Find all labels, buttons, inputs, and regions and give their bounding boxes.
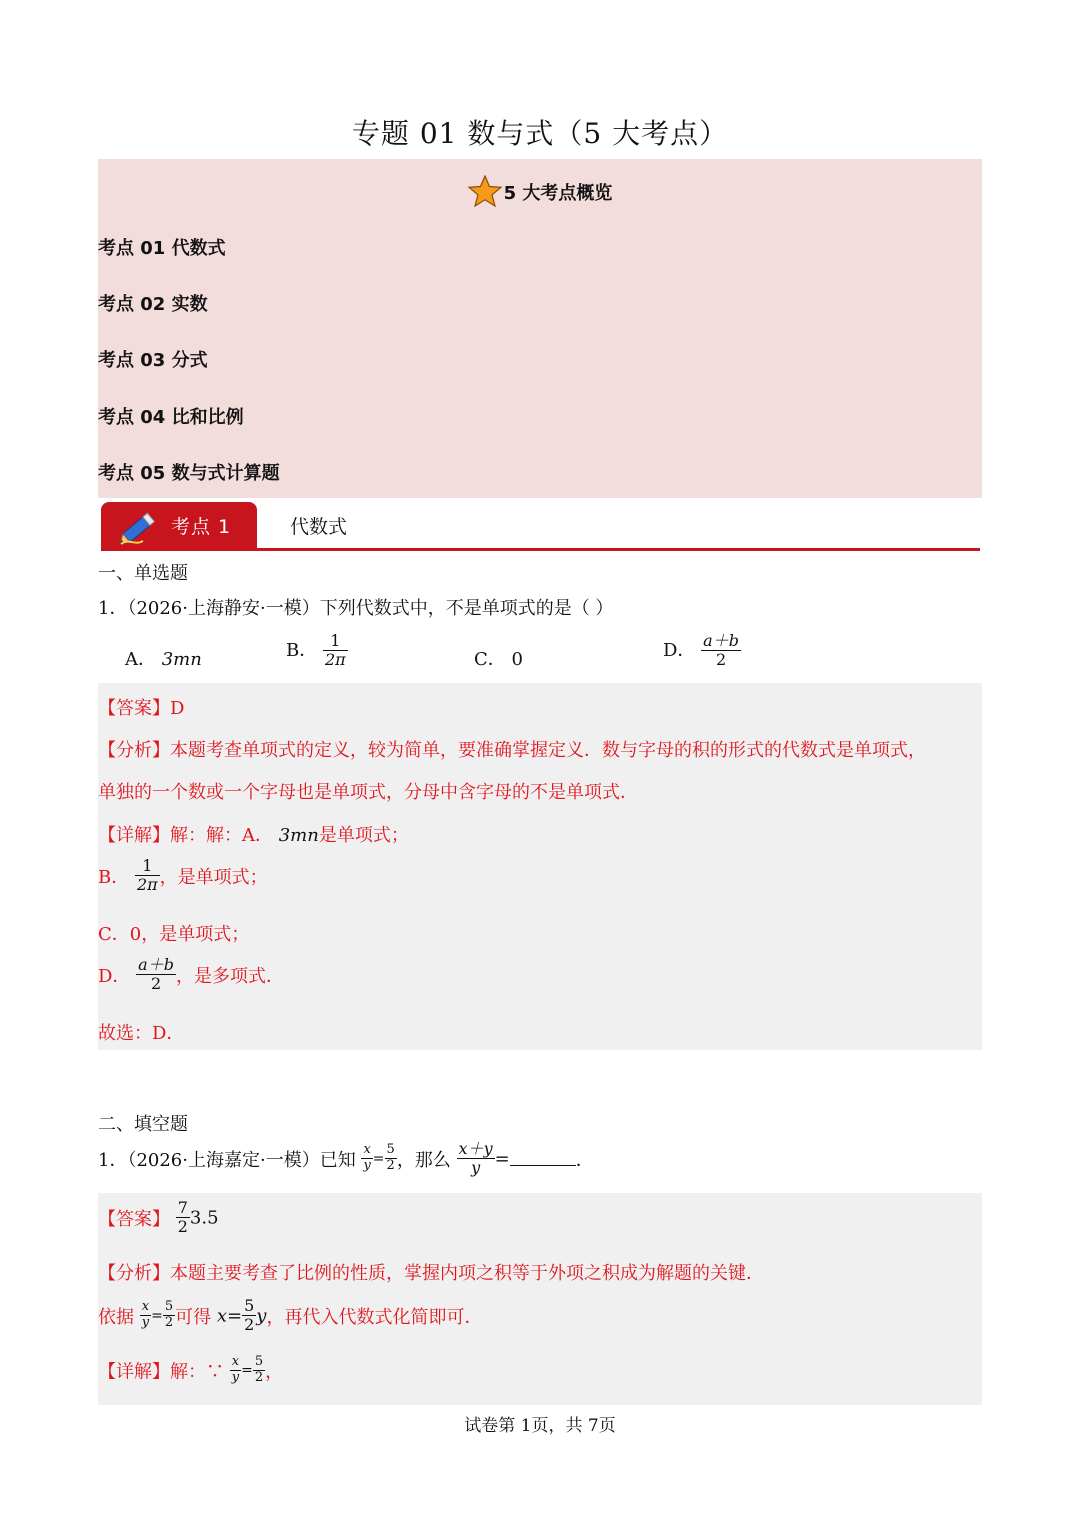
analysis-text-1: 本题考查单项式的定义，较为简单，要准确掌握定义．数与字母的积的形式的代数式是单项式， bbox=[170, 740, 926, 761]
answer-box-2 bbox=[98, 1193, 982, 1405]
answer-blank bbox=[510, 1147, 576, 1166]
question-2-fraction-target bbox=[457, 1140, 495, 1178]
option-d-numerator: a＋b bbox=[703, 631, 739, 650]
detail-2-suffix: ， bbox=[265, 1361, 284, 1383]
overview-heading-text: 5 大考点概览 bbox=[503, 183, 613, 204]
detail-line-d bbox=[98, 956, 284, 994]
question-2-f3-den: y bbox=[471, 1158, 481, 1178]
overview-box bbox=[98, 159, 982, 498]
detail-a-expression: 3mn bbox=[278, 825, 319, 846]
basis-f1-den: y bbox=[141, 1315, 150, 1331]
detail-d-suffix: ，是多项式． bbox=[175, 965, 284, 987]
detail-2-tag: 【详解】 bbox=[98, 1361, 170, 1383]
kaodian-tab bbox=[101, 502, 257, 548]
detail-2-line bbox=[98, 1355, 283, 1386]
basis-fraction-52 bbox=[163, 1300, 175, 1331]
option-d-denominator: 2 bbox=[715, 650, 727, 670]
section-heading-single-choice: 一、单选题 bbox=[98, 563, 188, 584]
detail-d-label: D． bbox=[98, 965, 131, 987]
analysis-2-text: 本题主要考查了比例的性质，掌握内项之积等于外项之积成为解题的关键． bbox=[170, 1263, 764, 1284]
answer-2-num: 7 bbox=[177, 1198, 188, 1217]
basis-x: x bbox=[216, 1305, 227, 1327]
answer-2-alt: 3.5 bbox=[189, 1207, 219, 1229]
question-2-fraction-xy bbox=[361, 1143, 372, 1174]
answer-2-den: 2 bbox=[177, 1217, 188, 1237]
overview-item-5: 考点 05 数与式计算题 bbox=[98, 463, 280, 484]
option-b-label: B． bbox=[286, 639, 318, 661]
analysis-tag: 【分析】 bbox=[98, 740, 170, 761]
star-icon bbox=[468, 175, 502, 207]
conclusion-line: 故选：D． bbox=[98, 1023, 185, 1044]
basis-f1-num: x bbox=[140, 1300, 151, 1316]
detail-2-prefix: 解：∵ bbox=[170, 1361, 224, 1383]
answer-value: D bbox=[170, 698, 185, 719]
basis-line bbox=[98, 1297, 482, 1335]
question-2-f2-den: 2 bbox=[386, 1158, 395, 1174]
section-heading-fill-blank: 二、填空题 bbox=[98, 1114, 188, 1135]
option-c bbox=[474, 645, 523, 671]
option-a-value: 3mn bbox=[161, 649, 202, 670]
option-b-fraction bbox=[323, 632, 348, 670]
page-title: 专题 01 数与式（5 大考点） bbox=[351, 117, 729, 150]
question-2-equals-2: = bbox=[494, 1148, 510, 1170]
basis-equals: = bbox=[151, 1307, 163, 1324]
basis-f2-num: 5 bbox=[164, 1299, 174, 1315]
detail-a-prefix: 解：解：A． bbox=[170, 825, 273, 846]
kaodian-name: 代数式 bbox=[290, 516, 348, 538]
page-footer: 试卷第 1页，共 7页 bbox=[464, 1416, 616, 1436]
question-2-end: ． bbox=[575, 1149, 594, 1171]
overview-item-1: 考点 01 代数式 bbox=[98, 238, 226, 259]
detail-b-denominator: 2π bbox=[136, 875, 158, 895]
detail-d-denominator: 2 bbox=[150, 974, 162, 994]
analysis-2-tag: 【分析】 bbox=[98, 1263, 170, 1284]
detail-2-f2-num: 5 bbox=[254, 1354, 264, 1369]
answer-line bbox=[98, 694, 184, 720]
pencil-icon bbox=[117, 508, 161, 548]
analysis-line-1 bbox=[98, 736, 926, 762]
overview-item-2: 考点 02 实数 bbox=[98, 294, 208, 315]
option-b bbox=[286, 632, 348, 670]
basis-fraction-52-large bbox=[242, 1297, 256, 1335]
detail-2-fraction-52 bbox=[253, 1355, 265, 1386]
detail-tag: 【详解】 bbox=[98, 825, 170, 846]
question-2-middle: ，那么 bbox=[396, 1149, 451, 1171]
question-2-f1-num: x bbox=[361, 1143, 372, 1159]
question-2-fraction-52 bbox=[385, 1143, 397, 1174]
basis-equals-2: = bbox=[227, 1305, 243, 1327]
answer-box-1 bbox=[98, 683, 982, 1050]
overview-item-4: 考点 04 比和比例 bbox=[98, 407, 244, 428]
question-2-prefix: 1．（2026·上海嘉定·一模）已知 bbox=[98, 1149, 356, 1171]
answer-2-tag: 【答案】 bbox=[98, 1208, 170, 1230]
detail-line-a bbox=[98, 821, 409, 847]
detail-b-suffix: ，是单项式； bbox=[159, 866, 268, 888]
question-2-f1-den: y bbox=[363, 1158, 371, 1174]
option-c-label: C． bbox=[474, 649, 506, 670]
option-a bbox=[125, 645, 202, 671]
detail-b-fraction bbox=[135, 857, 160, 895]
basis-y: y bbox=[256, 1305, 267, 1327]
answer-2-fraction bbox=[176, 1199, 190, 1237]
basis-suffix: ，再代入代数式化简即可． bbox=[266, 1306, 483, 1328]
question-2-line bbox=[98, 1140, 594, 1178]
detail-line-c: C．0，是单项式； bbox=[98, 924, 250, 945]
detail-line-b bbox=[98, 857, 268, 895]
detail-2-fraction-xy bbox=[230, 1355, 241, 1386]
basis-f3-num: 5 bbox=[244, 1296, 255, 1315]
kaodian-underline bbox=[101, 548, 980, 551]
question-2-f3-num: x＋y bbox=[458, 1139, 493, 1158]
detail-2-f1-num: x bbox=[230, 1355, 241, 1371]
detail-2-f2-den: 2 bbox=[254, 1369, 264, 1385]
kaodian-header bbox=[98, 500, 980, 552]
option-b-numerator: 1 bbox=[323, 632, 348, 651]
answer-tag: 【答案】 bbox=[98, 698, 170, 719]
detail-2-equals: = bbox=[241, 1362, 253, 1379]
option-b-denominator: 2π bbox=[324, 650, 346, 670]
basis-middle: 可得 bbox=[175, 1306, 212, 1328]
detail-d-numerator: a＋b bbox=[138, 955, 174, 974]
detail-d-fraction bbox=[136, 956, 176, 994]
basis-f2-den: 2 bbox=[164, 1315, 174, 1331]
analysis-line-2: 单独的一个数或一个字母也是单项式，分母中含字母的不是单项式． bbox=[98, 782, 638, 803]
option-d-label: D． bbox=[663, 639, 696, 661]
option-d-fraction bbox=[701, 632, 741, 670]
option-d bbox=[663, 632, 741, 670]
detail-b-label: B． bbox=[98, 866, 130, 888]
answer-2-line bbox=[98, 1199, 219, 1237]
option-a-label: A． bbox=[125, 649, 156, 670]
overview-item-3: 考点 03 分式 bbox=[98, 350, 208, 371]
basis-prefix: 依据 bbox=[98, 1306, 134, 1328]
detail-b-numerator: 1 bbox=[135, 857, 160, 876]
detail-2-f1-den: y bbox=[231, 1369, 240, 1385]
basis-fraction-xy bbox=[140, 1300, 151, 1331]
detail-a-suffix: 是单项式； bbox=[318, 825, 409, 846]
analysis-2-line bbox=[98, 1259, 764, 1285]
kaodian-tab-label: 考点 1 bbox=[171, 516, 232, 538]
overview-heading bbox=[98, 175, 982, 207]
question-2-equals: = bbox=[372, 1150, 385, 1167]
option-c-value: 0 bbox=[511, 649, 523, 670]
question-2-f2-num: 5 bbox=[386, 1142, 395, 1158]
question-1-text: 1．（2026·上海静安·一模）下列代数式中，不是单项式的是（ ） bbox=[98, 598, 614, 619]
basis-f3-den: 2 bbox=[244, 1315, 255, 1335]
